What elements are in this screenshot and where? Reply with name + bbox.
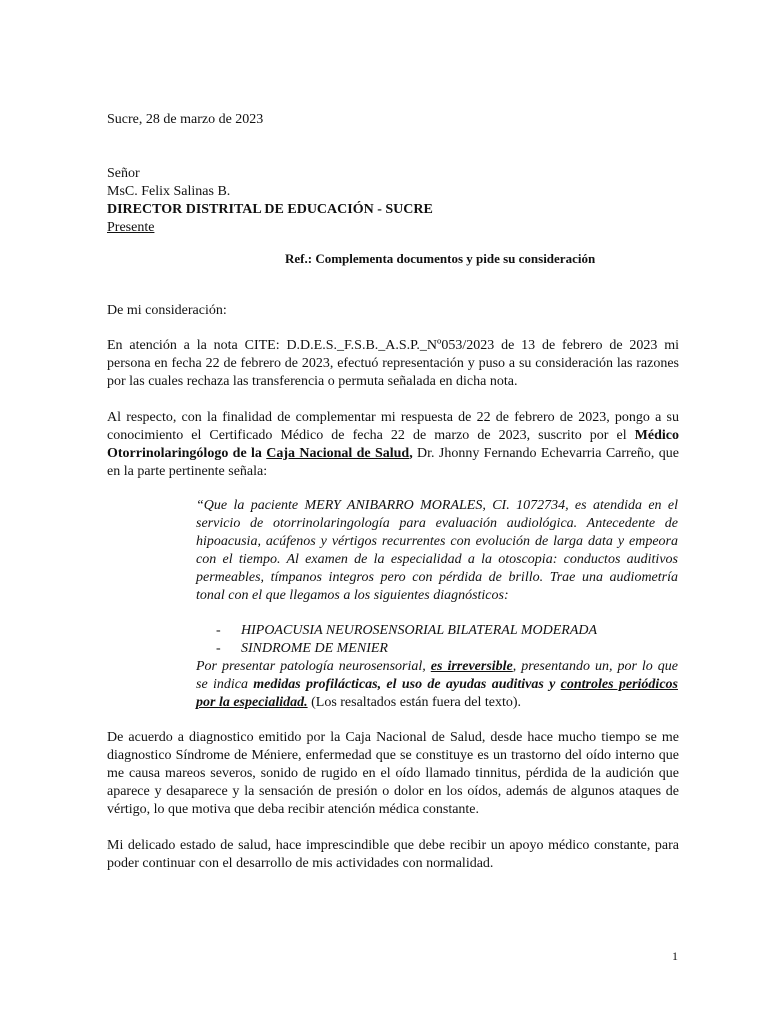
certificate-closing xyxy=(196,658,678,712)
certificate-quote: “Que la paciente MERY ANIBARRO MORALES, CI. 1072734, es atendida en el servicio de otorrinolaringología para evaluación audiológica. Antecedente de hipoacusia, acúfenos y vértigos recurrentes con evolución de larga data y empeora con el tiempo. Al examen de la especialidad a la otoscopia: conductos auditivos permeables, tímpanos integros pero con pérdida de brillo. Trae una audiometría tonal con el que llegamos a los siguientes diagnósticos: xyxy=(196,498,678,603)
paragraph-4: Mi delicado estado de salud, hace imprescindible que debe recibir un apoyo médico constante, para poder continuar con el desarrollo de mis actividades con normalidad. xyxy=(107,838,679,871)
diagnosis-list xyxy=(216,622,676,658)
closing-highlight-1: es irreversible xyxy=(430,659,513,674)
reference-line: Ref.: Complementa documentos y pide su consideración xyxy=(285,251,596,266)
recipient-salutation: Señor xyxy=(107,166,140,181)
diagnosis-item xyxy=(216,640,676,658)
paragraph-2-bold-a: Médico Otorrinolaringólogo de la xyxy=(107,428,679,461)
list-bullet: - xyxy=(216,623,221,638)
recipient-title: DIRECTOR DISTRITAL DE EDUCACIÓN - SUCRE xyxy=(107,202,433,217)
recipient-presente: Presente xyxy=(107,220,155,235)
paragraph-2 xyxy=(107,409,679,481)
paragraph-2-institution: Caja Nacional de Salud xyxy=(266,446,410,461)
greeting: De mi consideración: xyxy=(107,303,227,318)
paragraph-2-text-a: Al respecto, con la finalidad de complementar mi respuesta de 22 de febrero de 2023, pongo a su conocimiento el Certificado Médico de fecha 22 de marzo de 2023, suscrito por el xyxy=(107,410,679,443)
closing-highlight-3: controles periódicos por la especialidad. xyxy=(196,677,678,710)
recipient-name: MsC. Felix Salinas B. xyxy=(107,184,231,199)
paragraph-2-text-b: Dr. Jhonny Fernando Echevarria Carreño, que en la parte pertinente señala: xyxy=(107,446,679,479)
recipient-block xyxy=(107,165,679,237)
paragraph-3: De acuerdo a diagnostico emitido por la Caja Nacional de Salud, desde hace mucho tiempo se me diagnostico Síndrome de Méniere, enfermedad que se constituye es un trastorno del oído interno que me causa mareos severos, sonido de rugido en el oído llamado tinnitus, pérdida de la audición que aparece y desaparece y la sensación de presión o dolor en los oídos, además de algunos ataques de vértigo, lo que motiva que deba recibir atención médica constante. xyxy=(107,730,679,817)
closing-note: (Los resaltados están fuera del texto). xyxy=(307,695,522,710)
paragraph-2-bold-b: , xyxy=(409,446,413,461)
closing-text-b: , presentando un, por lo que se indica xyxy=(196,659,678,692)
closing-highlight-2: medidas profilácticas, el uso de ayudas auditivas y xyxy=(253,677,561,692)
diagnosis-item xyxy=(216,622,676,640)
page-number: 1 xyxy=(672,949,678,963)
list-bullet: - xyxy=(216,641,221,656)
diagnosis-text: HIPOACUSIA NEUROSENSORIAL BILATERAL MODERADA xyxy=(241,623,598,638)
paragraph-1: En atención a la nota CITE: D.D.E.S._F.S.B._A.S.P._Nº053/2023 de 13 de febrero de 2023 mi persona en fecha 22 de febrero de 2023, efectuó representación y puso a su consideración las razones por las cuales rechaza las transferencia o permuta señalada en dicha nota. xyxy=(107,338,679,389)
date-line: Sucre, 28 de marzo de 2023 xyxy=(107,112,264,127)
diagnosis-text: SINDROME DE MENIER xyxy=(241,641,388,656)
closing-text-a: Por presentar patología neurosensorial, xyxy=(196,659,431,674)
